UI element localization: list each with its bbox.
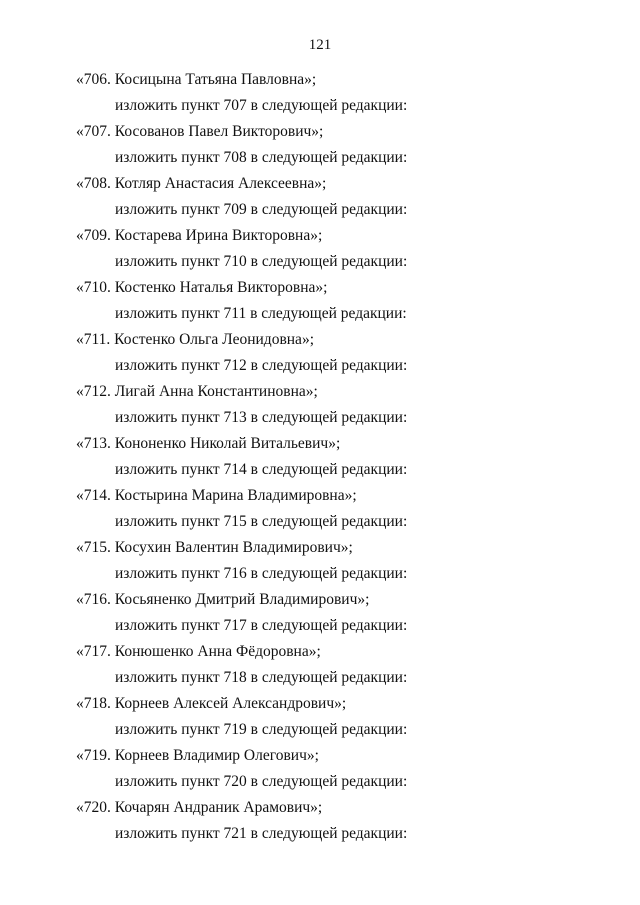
list-item bbox=[0, 67, 640, 119]
entry-instruction: изложить пункт 721 в следующей редакции: bbox=[115, 825, 408, 842]
list-item bbox=[0, 743, 640, 795]
list-item bbox=[0, 483, 640, 535]
entry-instruction: изложить пункт 710 в следующей редакции: bbox=[115, 253, 408, 270]
entry-instruction: изложить пункт 714 в следующей редакции: bbox=[115, 461, 408, 478]
page-number: 121 bbox=[308, 37, 332, 53]
entry-name: «715. Косухин Валентин Владимирович»; bbox=[76, 539, 353, 556]
entry-name: «713. Кононенко Николай Витальевич»; bbox=[76, 435, 341, 452]
entry-instruction: изложить пункт 712 в следующей редакции: bbox=[115, 357, 408, 374]
entry-name: «710. Костенко Наталья Викторовна»; bbox=[76, 279, 328, 296]
list-item bbox=[0, 639, 640, 691]
entry-name: «720. Кочарян Андраник Арамович»; bbox=[76, 799, 323, 816]
entries-list bbox=[0, 67, 640, 847]
entry-name: «711. Костенко Ольга Леонидовна»; bbox=[76, 331, 314, 348]
entry-name: «707. Косованов Павел Викторович»; bbox=[76, 123, 324, 140]
entry-instruction: изложить пункт 713 в следующей редакции: bbox=[115, 409, 408, 426]
entry-instruction: изложить пункт 716 в следующей редакции: bbox=[115, 565, 408, 582]
entry-name: «719. Корнеев Владимир Олегович»; bbox=[76, 747, 319, 764]
list-item bbox=[0, 119, 640, 171]
entry-name: «717. Конюшенко Анна Фёдоровна»; bbox=[76, 643, 321, 660]
list-item bbox=[0, 691, 640, 743]
entry-instruction: изложить пункт 709 в следующей редакции: bbox=[115, 201, 408, 218]
list-item bbox=[0, 795, 640, 847]
list-item bbox=[0, 171, 640, 223]
entry-name: «716. Косьяненко Дмитрий Владимирович»; bbox=[76, 591, 370, 608]
entry-instruction: изложить пункт 717 в следующей редакции: bbox=[115, 617, 408, 634]
list-item bbox=[0, 379, 640, 431]
list-item bbox=[0, 275, 640, 327]
entry-instruction: изложить пункт 719 в следующей редакции: bbox=[115, 721, 408, 738]
list-item bbox=[0, 535, 640, 587]
entry-name: «712. Лигай Анна Константиновна»; bbox=[76, 383, 318, 400]
entry-instruction: изложить пункт 720 в следующей редакции: bbox=[115, 773, 408, 790]
entry-instruction: изложить пункт 718 в следующей редакции: bbox=[115, 669, 408, 686]
list-item bbox=[0, 587, 640, 639]
entry-instruction: изложить пункт 708 в следующей редакции: bbox=[115, 149, 408, 166]
list-item bbox=[0, 431, 640, 483]
entry-instruction: изложить пункт 715 в следующей редакции: bbox=[115, 513, 408, 530]
entry-name: «709. Костарева Ирина Викторовна»; bbox=[76, 227, 323, 244]
entry-instruction: изложить пункт 711 в следующей редакции: bbox=[115, 305, 407, 322]
entry-name: «708. Котляр Анастасия Алексеевна»; bbox=[76, 175, 327, 192]
list-item bbox=[0, 223, 640, 275]
entry-instruction: изложить пункт 707 в следующей редакции: bbox=[115, 97, 408, 114]
entry-name: «714. Костырина Марина Владимировна»; bbox=[76, 487, 357, 504]
entry-name: «706. Косицына Татьяна Павловна»; bbox=[76, 71, 317, 88]
entry-name: «718. Корнеев Алексей Александрович»; bbox=[76, 695, 347, 712]
list-item bbox=[0, 327, 640, 379]
